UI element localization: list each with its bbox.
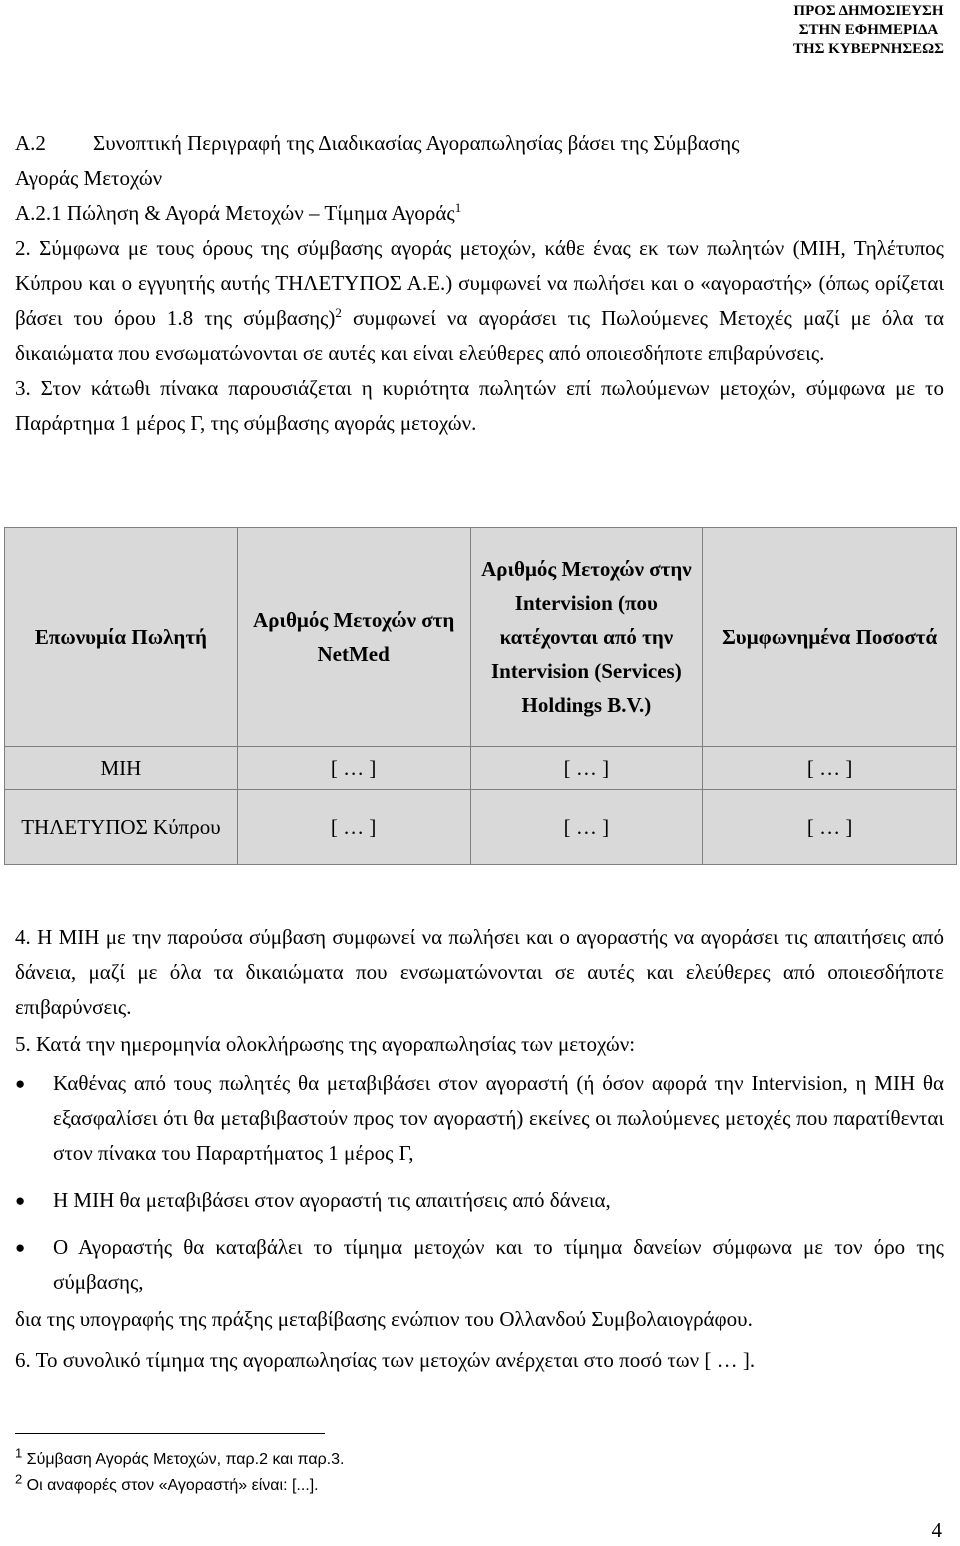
subsection-title: Α.2.1 Πώληση & Αγορά Μετοχών – Τίμημα Αγοράς: [15, 201, 455, 225]
paragraph-5: 5. Κατά την ημερομηνία ολοκλήρωσης της αγοραπωλησίας των μετοχών:: [15, 1032, 636, 1056]
paragraph-4: 4. Η ΜΙΗ με την παρούσα σύμβαση συμφωνεί να πωλήσει και ο αγοραστής να αγοράσει τις απαιτήσεις από δάνεια, μαζί με όλα τα δικαιώματα που ενσωματώνονται σε αυτές και ελεύθερες από οποιεσδήποτε επιβαρύνσεις.: [15, 925, 944, 1019]
table-cell: [ … ]: [470, 747, 703, 790]
stamp-line: ΠΡΟΣ ΔΗΜΟΣΙΕΥΣΗ: [793, 3, 944, 19]
bullet-icon: ●: [15, 1191, 26, 1210]
list-item-text: Η ΜΙΗ θα μεταβιβάσει στον αγοραστή τις απαιτήσεις από δάνεια,: [53, 1188, 611, 1212]
publication-stamp: [793, 2, 944, 59]
table-header-row: [5, 528, 957, 747]
footnote-ref: 1: [454, 200, 462, 215]
document-body: [15, 126, 944, 441]
section-number: Α.2: [15, 131, 46, 155]
footnotes: [15, 1447, 344, 1499]
table-row: [5, 790, 957, 865]
footnote-divider: [15, 1433, 325, 1434]
paragraph-5-end: δια της υπογραφής της πράξης μεταβίβασης ενώπιον του Ολλανδού Συμβολαιογράφου.: [15, 1307, 753, 1331]
footnote-number: 2: [15, 1471, 23, 1487]
section-title-continued: Αγοράς Μετοχών: [15, 166, 163, 190]
table-row: [5, 747, 957, 790]
paragraph-2-text-a: 2. Σύμφωνα με τους όρους της σύμβασης αγοράς μετοχών, κάθε ένας εκ των πωλητών (ΜΙΗ, Τηλέτυπος Κύπρου και ο εγγυητής αυτής ΤΗΛΕΤΥΠΟΣ Α.Ε.) συμφωνεί να πωλήσει και ο «αγοραστής» (όπως ορίζεται βάσει του όρου 1.8 της σύμβασης): [15, 236, 944, 330]
stamp-line: ΤΗΣ ΚΥΒΕΡΝΗΣΕΩΣ: [792, 41, 944, 57]
list-item: [15, 1066, 944, 1171]
list-item: [15, 1230, 944, 1300]
footnote-ref: 2: [335, 305, 342, 320]
list-item-text: [53, 1066, 944, 1171]
paragraph-3: 3. Στον κάτωθι πίνακα παρουσιάζεται η κυριότητα πωλητών επί πωλούμενων μετοχών, σύμφωνα με το Παράρτημα 1 μέρος Γ, της σύμβασης αγοράς μετοχών.: [15, 376, 944, 435]
table-header-intervision-shares: Αριθμός Μετοχών στην Intervision (που κατέχονται από την Intervision (Services) Holdings B.V.): [470, 528, 703, 747]
bullet-icon: ●: [15, 1238, 26, 1257]
shares-table: [4, 527, 957, 865]
footnote: [15, 1473, 344, 1499]
footnote-text: Οι αναφορές στον «Αγοραστή» είναι: [...].: [22, 1477, 319, 1494]
list-item: [15, 1183, 944, 1218]
list-item-text-content: Καθένας από τους πωλητές θα μεταβιβάσει στον αγοραστή (ή όσον αφορά την Intervision, η ΜΙΗ θα εξασφαλίσει ότι θα μεταβιβαστούν προς τον αγοραστή) εκείνες οι πωλούμενες μετοχές που παρατίθενται στον πίνακα του Παραρτήματος 1 μέρος Γ,: [53, 1071, 944, 1165]
footnote-number: 1: [15, 1445, 23, 1461]
table-cell: [ … ]: [470, 790, 703, 865]
paragraph-6: 6. Το συνολικό τίμημα της αγοραπωλησίας των μετοχών ανέρχεται στο ποσό των [ … ].: [15, 1348, 756, 1372]
table-cell: [ … ]: [237, 747, 470, 790]
subsection-heading: [15, 196, 944, 231]
list-item-text: Ο Αγοραστής θα καταβάλει το τίμημα μετοχών και το τίμημα δανείων σύμφωνα με τον όρο της σύμβασης,: [53, 1235, 944, 1294]
table-header-seller: Επωνυμία Πωλητή: [5, 528, 238, 747]
document-body-lower: [15, 920, 944, 1378]
table-cell: ΤΗΛΕΤΥΠΟΣ Κύπρου: [5, 790, 238, 865]
table-cell: [ … ]: [237, 790, 470, 865]
table-cell: [ … ]: [703, 747, 957, 790]
paragraph-2: [15, 231, 944, 371]
footnote-text: Σύμβαση Αγοράς Μετοχών, παρ.2 και παρ.3.: [22, 1451, 345, 1468]
section-heading: [15, 126, 944, 161]
table-cell: ΜΙΗ: [5, 747, 238, 790]
stamp-line: ΣΤΗΝ ΕΦΗΜΕΡΙΔΑ: [798, 22, 939, 38]
table-header-percentages: Συμφωνημένα Ποσοστά: [703, 528, 957, 747]
bullet-icon: ●: [15, 1074, 26, 1093]
table-header-netmed-shares: Αριθμός Μετοχών στη NetMed: [237, 528, 470, 747]
page-number: 4: [931, 1518, 942, 1542]
paragraph-2-text-b: συμφωνεί να αγοράσει τις Πωλούμενες Μετοχές μαζί με όλα τα δικαιώματα που ενσωματώνονται σε αυτές και είναι ελεύθερες από οποιεσδήποτε επιβαρύνσεις.: [15, 306, 945, 365]
footnote: [15, 1447, 344, 1473]
table-cell: [ … ]: [703, 790, 957, 865]
section-title: Συνοπτική Περιγραφή της Διαδικασίας Αγοραπωλησίας βάσει της Σύμβασης: [93, 131, 740, 155]
